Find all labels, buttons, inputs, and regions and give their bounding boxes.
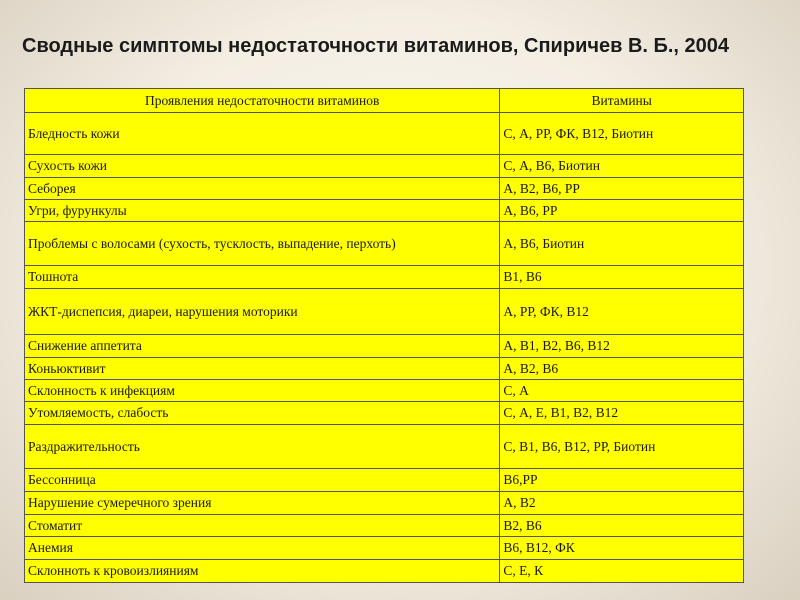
symptom-cell: Анемия — [25, 537, 500, 560]
table-row — [25, 200, 744, 222]
table-row — [25, 266, 744, 289]
table-row — [25, 155, 744, 178]
symptom-cell: Проблемы с волосами (сухость, тусклость, выпадение, перхоть) — [25, 222, 500, 266]
table-row — [25, 335, 744, 358]
table-row — [25, 560, 744, 583]
vitamins-cell: А, В6, Биотин — [500, 222, 744, 266]
vitamins-cell: В2, В6 — [500, 515, 744, 537]
table-row — [25, 402, 744, 425]
symptom-cell: Коньюктивит — [25, 358, 500, 380]
vitamin-deficiency-table — [24, 88, 744, 583]
vitamins-cell: А, В6, РР — [500, 200, 744, 222]
symptom-cell: Склонность к инфекциям — [25, 380, 500, 402]
table-row — [25, 515, 744, 537]
symptom-cell: Раздражительность — [25, 425, 500, 469]
table-row — [25, 178, 744, 200]
vitamins-cell: А, В1, В2, В6, В12 — [500, 335, 744, 358]
vitamins-cell: С, В1, В6, В12, РР, Биотин — [500, 425, 744, 469]
symptom-cell: Бледность кожи — [25, 113, 500, 155]
vitamins-cell: С, А, В6, Биотин — [500, 155, 744, 178]
table-row — [25, 289, 744, 335]
symptom-cell: Себорея — [25, 178, 500, 200]
table-row — [25, 113, 744, 155]
vitamins-cell: А, РР, ФК, В12 — [500, 289, 744, 335]
slide-title: Сводные симптомы недостаточности витаминов, Спиричев В. Б., 2004 — [22, 35, 730, 57]
symptom-cell: Бессонница — [25, 469, 500, 492]
symptom-cell: Снижение аппетита — [25, 335, 500, 358]
vitamins-cell: В6, В12, ФК — [500, 537, 744, 560]
table-row — [25, 469, 744, 492]
table-row — [25, 222, 744, 266]
vitamins-cell: С, А, РР, ФК, В12, Биотин — [500, 113, 744, 155]
table-row — [25, 537, 744, 560]
symptom-cell: ЖКТ-диспепсия, диареи, нарушения моторики — [25, 289, 500, 335]
symptom-cell: Нарушение сумеречного зрения — [25, 492, 500, 515]
symptom-cell: Тошнота — [25, 266, 500, 289]
vitamins-cell: А, В2, В6 — [500, 358, 744, 380]
table-row — [25, 358, 744, 380]
vitamins-cell: С, Е, К — [500, 560, 744, 583]
symptom-cell: Стоматит — [25, 515, 500, 537]
symptom-cell: Угри, фурункулы — [25, 200, 500, 222]
header-symptoms: Проявления недостаточности витаминов — [25, 89, 500, 113]
table-row — [25, 380, 744, 402]
table-row — [25, 492, 744, 515]
vitamins-cell: В6,РР — [500, 469, 744, 492]
vitamins-cell: С, А, Е, В1, В2, В12 — [500, 402, 744, 425]
table-row — [25, 425, 744, 469]
vitamins-cell: В1, В6 — [500, 266, 744, 289]
vitamins-cell: А, В2, В6, РР — [500, 178, 744, 200]
symptom-cell: Утомляемость, слабость — [25, 402, 500, 425]
table-header-row — [25, 89, 744, 113]
vitamins-cell: С, А — [500, 380, 744, 402]
vitamins-cell: А, В2 — [500, 492, 744, 515]
header-vitamins: Витамины — [500, 89, 744, 113]
symptom-cell: Склонноть к кровоизлияниям — [25, 560, 500, 583]
symptom-cell: Сухость кожи — [25, 155, 500, 178]
